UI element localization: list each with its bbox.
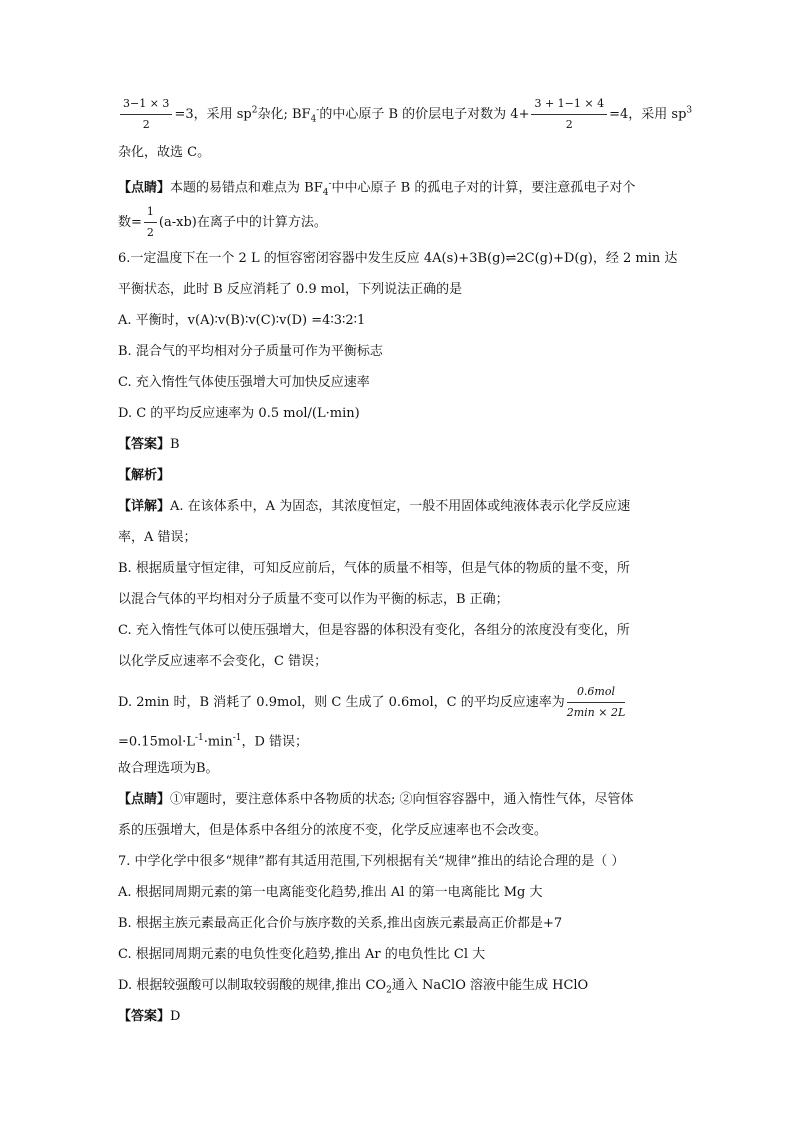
detail-c: C. 充入惰性气体可以使压强增大，但是容器的体积没有变化，各组分的浓度没有变化，所 [118,623,630,638]
detail-c: 以化学反应速率不会变化，C 错误； [118,654,328,669]
note-line: 【点睛】①审题时，要注意体系中各物质的状态; ②向恒容容器中，通入惰性气体，尽管体 [118,792,634,807]
option-d: D. C 的平均反应速率为 0.5 mol/(L·min) [118,406,360,421]
conclusion-line: 故合理选项为B。 [118,761,219,776]
tip-line: 【点睛】本题的易错点和难点为 $BF_4^-$中中心原子 B 的孤电子对的计算，要注意孤电子对个 [118,179,636,198]
detail-a: 率，A 错误； [118,530,197,545]
option-b: B. 根据主族元素最高正化合价与族序数的关系,推出卤族元素最高正价都是+7 [118,916,563,931]
fraction-half: $\frac{1}{2}$ [144,204,157,241]
tip-line-2: 数= $\frac{1}{2}$ (a-xb)在离子中的计算方法。 [118,205,327,239]
option-c: C. 根据同周期元素的电负性变化趋势,推出 Ar 的电负性比 Cl 大 [118,947,486,962]
question-6-stem: 6.一定温度下在一个 2 L 的恒容密闭容器中发生反应 4A(s)+3B(g)⇌2C(g)+D(g)，经 2 min 达 [118,251,678,266]
fraction-2: $\frac{3 + 1-1 \times 4}{2}$ [531,96,607,133]
detail-d: D. 2min 时，B 消耗了 0.9mol，则 C 生成了 0.6mol，C 的平均反应速率为 $\frac{\text{0.6mol}}{2\min \times 2L}$ [118,685,626,719]
option-d: D. 根据较强酸可以制取较弱酸的规律,推出 $CO_2$通入 NaClO 溶液中能生成 HClO [118,978,589,996]
detail-a: 【详解】A. 在该体系中，A 为固态，其浓度恒定，一般不用固体或纯液体表示化学反应速 [118,499,631,514]
option-c: C. 充入惰性气体使压强增大可加快反应速率 [118,375,370,390]
note-line: 系的压强增大，但是体系中各组分的浓度不变，化学反应速率也不会改变。 [118,823,548,838]
question-6-stem: 平衡状态，此时 B 反应消耗了 0.9 mol，下列说法正确的是 [118,282,463,297]
fraction-1: $\frac{3-1 \times 3}{2}$ [120,96,172,133]
detail-b: B. 根据质量守恒定律，可知反应前后，气体的质量不相等，但是气体的物质的量不变，所 [118,561,630,576]
option-a: A. 根据同周期元素的第一电离能变化趋势,推出 Al 的第一电离能比 Mg 大 [118,885,543,900]
question-7-stem: 7. 中学化学中很多“规律”都有其适用范围,下列根据有关“规律”推出的结论合理的是（ ） [118,854,625,869]
paragraph-hybridization: $\frac{3-1 \times 3}{2}$ =3，采用 $sp^2$杂化; $BF_4^-$的中心原子 B 的价层电子对数为 4+ $\frac{3 + 1-1 \times 4}{2}$ =4，采用 $sp^3$ [118,96,692,133]
detail-b: 以混合气体的平均相对分子质量不变可以作为平衡的标志，B 正确； [118,592,509,607]
text-line: 杂化，故选 C。 [118,145,211,160]
detail-d: $=0.15mol\cdot L^{-1}\cdot\min^{-1}$，D 错误； [118,733,309,750]
option-b: B. 混合气的平均相对分子质量可作为平衡标志 [118,344,383,359]
fraction-rate: $\frac{\text{0.6mol}}{2\min \times 2L}$ [566,685,626,719]
analysis-heading: 【解析】 [118,468,171,483]
answer-line: 【答案】D [118,1009,181,1024]
answer-line: 【答案】B [118,437,180,452]
option-a: A. 平衡时，v(A)∶v(B)∶v(C)∶v(D) =4∶3∶2∶1 [118,313,366,328]
